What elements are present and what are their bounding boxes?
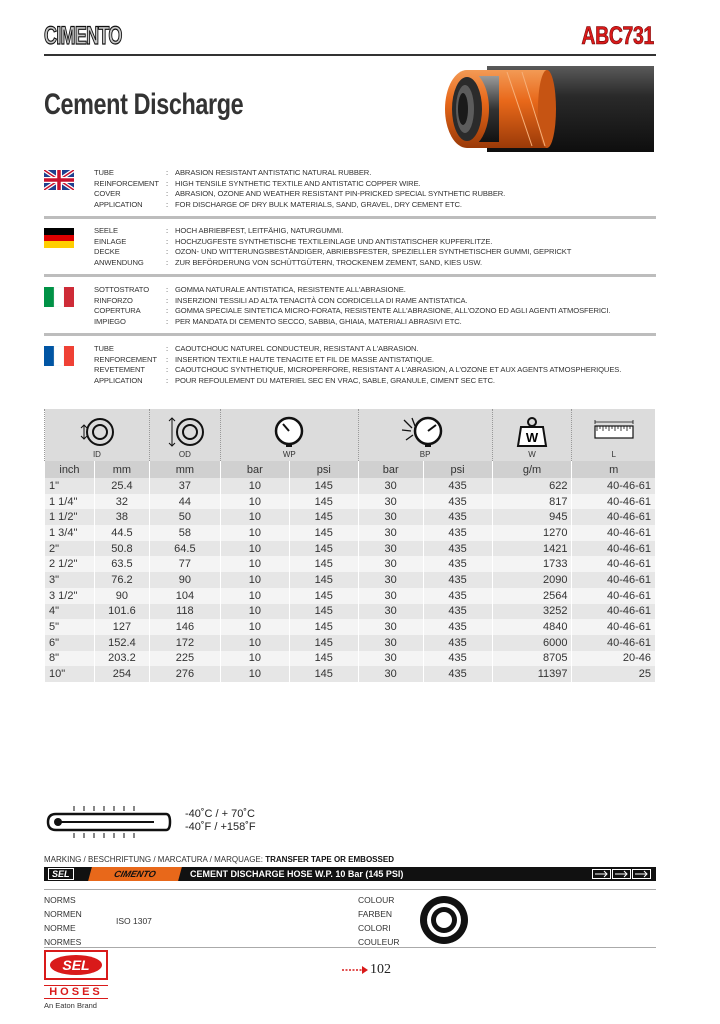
bp-header: BP xyxy=(358,409,492,461)
table-cell: 817 xyxy=(492,494,572,510)
unit-cell: psi xyxy=(289,461,358,478)
temperature-range xyxy=(185,808,256,834)
table-cell: 37 xyxy=(149,478,220,494)
table-cell: 30 xyxy=(358,572,423,588)
table-row xyxy=(45,619,656,635)
table-cell: 945 xyxy=(492,509,572,525)
arrow-strip-icon xyxy=(592,869,652,879)
table-row xyxy=(45,556,656,572)
thermometer-icon xyxy=(44,806,174,838)
weight-icon xyxy=(514,416,550,448)
section-divider xyxy=(44,274,656,277)
table-row xyxy=(45,509,656,525)
table-cell: 30 xyxy=(358,604,423,620)
table-cell: 8705 xyxy=(492,651,572,667)
table-cell: 40-46-61 xyxy=(572,619,655,635)
table-cell: 10" xyxy=(45,666,95,682)
table-cell: 40-46-61 xyxy=(572,509,655,525)
table-cell: 10 xyxy=(220,478,289,494)
table-cell: 10 xyxy=(220,525,289,541)
table-row xyxy=(45,478,656,494)
table-cell: 30 xyxy=(358,525,423,541)
table-cell: 40-46-61 xyxy=(572,478,655,494)
table-cell: 152.4 xyxy=(94,635,149,651)
unit-cell: g/m xyxy=(492,461,572,478)
table-cell: 3 1/2" xyxy=(45,588,95,604)
table-cell: 101.6 xyxy=(94,604,149,620)
norms-labels: NORMS NORMEN NORME NORMES xyxy=(44,895,82,947)
temperature-celsius: -40˚C / + 70˚C xyxy=(185,808,255,820)
table-row xyxy=(45,494,656,510)
table-row xyxy=(45,651,656,667)
table-cell: 145 xyxy=(289,541,358,557)
table-cell: 1" xyxy=(45,478,95,494)
table-cell: 1421 xyxy=(492,541,572,557)
table-row xyxy=(45,635,656,651)
lang-block-italian: SOTTOSTRATO : GOMMA NATURALE ANTISTATICA, RESISTENTE ALL'ABRASIONE. RINFORZO : INSERZIONI TESSILI AD ALTA TENACITÀ CON CORDICELLA DI RAME ANTISTATICA. COPERTURA : GOMMA SPECIALE SINTETICA MICRO-FORATA, RESISTENTE ALL'ABRASIONE, ALL'OZONO ED AGLI AGENTI ATMOSFERICI. IMPIEGO : PER MANDATA DI CEMENTO SECCO, SABBIA, GHIAIA, MATERIALI ABRASIVI ETC. xyxy=(44,285,656,327)
unit-cell: mm xyxy=(149,461,220,478)
brand-name: CIMENTO xyxy=(44,22,122,50)
table-cell: 145 xyxy=(289,494,358,510)
section-divider xyxy=(44,333,656,336)
table-cell: 145 xyxy=(289,651,358,667)
table-cell: 2" xyxy=(45,541,95,557)
table-cell: 1 1/2" xyxy=(45,509,95,525)
weight-header: W W xyxy=(492,409,572,461)
table-cell: 145 xyxy=(289,666,358,682)
table-cell: 44 xyxy=(149,494,220,510)
table-cell: 30 xyxy=(358,478,423,494)
table-cell: 8" xyxy=(45,651,95,667)
table-cell: 5" xyxy=(45,619,95,635)
table-cell: 127 xyxy=(94,619,149,635)
table-cell: 20-46 xyxy=(572,651,655,667)
tagline: An Eaton Brand xyxy=(44,1001,97,1010)
page-number: 102 xyxy=(340,962,391,978)
table-cell: 435 xyxy=(423,666,492,682)
table-cell: 4840 xyxy=(492,619,572,635)
table-cell: 10 xyxy=(220,588,289,604)
table-cell: 145 xyxy=(289,478,358,494)
table-cell: 3252 xyxy=(492,604,572,620)
table-cell: 435 xyxy=(423,572,492,588)
unit-cell: bar xyxy=(220,461,289,478)
table-cell: 225 xyxy=(149,651,220,667)
table-cell: 90 xyxy=(94,588,149,604)
table-cell: 2090 xyxy=(492,572,572,588)
table-cell: 435 xyxy=(423,556,492,572)
table-cell: 50.8 xyxy=(94,541,149,557)
table-cell: 50 xyxy=(149,509,220,525)
table-cell: 435 xyxy=(423,588,492,604)
icon-row xyxy=(45,409,656,461)
table-cell: 30 xyxy=(358,494,423,510)
table-cell: 1 1/4" xyxy=(45,494,95,510)
table-cell: 40-46-61 xyxy=(572,572,655,588)
table-cell: 40-46-61 xyxy=(572,541,655,557)
table-cell: 2 1/2" xyxy=(45,556,95,572)
table-cell: 145 xyxy=(289,635,358,651)
table-cell: 40-46-61 xyxy=(572,556,655,572)
table-cell: 32 xyxy=(94,494,149,510)
table-cell: 145 xyxy=(289,588,358,604)
table-cell: 10 xyxy=(220,494,289,510)
table-cell: 145 xyxy=(289,509,358,525)
table-cell: 30 xyxy=(358,635,423,651)
table-cell: 254 xyxy=(94,666,149,682)
table-cell: 6" xyxy=(45,635,95,651)
table-cell: 30 xyxy=(358,541,423,557)
page-title: Cement Discharge xyxy=(44,88,244,121)
table-cell: 145 xyxy=(289,525,358,541)
table-row xyxy=(45,541,656,557)
table-cell: 25.4 xyxy=(94,478,149,494)
table-cell: 30 xyxy=(358,651,423,667)
norms-section xyxy=(44,889,656,948)
table-cell: 30 xyxy=(358,556,423,572)
svg-text:SEL: SEL xyxy=(62,957,90,973)
table-cell: 118 xyxy=(149,604,220,620)
unit-cell: inch xyxy=(45,461,95,478)
outer-diameter-icon xyxy=(160,416,210,448)
spec-table xyxy=(44,409,655,682)
table-cell: 10 xyxy=(220,604,289,620)
table-cell: 40-46-61 xyxy=(572,588,655,604)
table-cell: 276 xyxy=(149,666,220,682)
table-cell: 104 xyxy=(149,588,220,604)
table-cell: 145 xyxy=(289,572,358,588)
od-header: OD xyxy=(149,409,220,461)
italy-flag-icon xyxy=(44,287,74,307)
table-cell: 25 xyxy=(572,666,655,682)
table-cell: 30 xyxy=(358,666,423,682)
table-row xyxy=(45,588,656,604)
unit-cell: psi xyxy=(423,461,492,478)
marking-text: CEMENT DISCHARGE HOSE W.P. 10 Bar (145 PSI) xyxy=(190,869,404,879)
marking-bar xyxy=(44,867,656,881)
table-cell: 11397 xyxy=(492,666,572,682)
id-header: ID xyxy=(45,409,150,461)
table-cell: 77 xyxy=(149,556,220,572)
units-row xyxy=(45,461,656,478)
table-cell: 64.5 xyxy=(149,541,220,557)
table-cell: 10 xyxy=(220,651,289,667)
table-row xyxy=(45,666,656,682)
colour-swatch-icon xyxy=(418,894,470,946)
burst-pressure-gauge-icon xyxy=(400,416,450,448)
sel-hoses-logo xyxy=(44,950,108,1010)
table-cell: 40-46-61 xyxy=(572,494,655,510)
germany-flag-icon xyxy=(44,228,74,248)
table-cell: 76.2 xyxy=(94,572,149,588)
table-cell: 90 xyxy=(149,572,220,588)
table-cell: 435 xyxy=(423,651,492,667)
marking-line: MARKING / BESCHRIFTUNG / MARCATURA / MARQUAGE: TRANSFER TAPE OR EMBOSSED xyxy=(44,855,394,864)
table-cell: 622 xyxy=(492,478,572,494)
sel-logo-icon xyxy=(44,950,108,980)
colour-labels: COLOUR FARBEN COLORI COULEUR xyxy=(358,895,400,947)
table-cell: 10 xyxy=(220,572,289,588)
table-cell: 435 xyxy=(423,635,492,651)
table-cell: 1 3/4" xyxy=(45,525,95,541)
lang-block-french: TUBE : CAOUTCHOUC NATUREL CONDUCTEUR, RESISTANT A L'ABRASION. RENFORCEMENT : INSERTION TEXTILE HAUTE TENACITE ET FIL DE MASSE ANTISTATIQUE. REVETEMENT : CAOUTCHOUC SYNTHETIQUE, MICROPERFORE, RESISTANT A L'ABRASION, A L'OZONE ET AUX AGENTS ATMOSPHERIQUES. APPLICATION : POUR REFOULEMENT DU MATERIEL SEC EN VRAC, SABLE, GRANULE, CIMENT SEC ETC. xyxy=(44,344,656,386)
table-cell: 435 xyxy=(423,525,492,541)
table-cell: 435 xyxy=(423,494,492,510)
lang-block-english: TUBE : ABRASION RESISTANT ANTISTATIC NATURAL RUBBER. REINFORCEMENT : HIGH TENSILE SYNTHETIC TEXTILE AND ANTISTATIC COPPER WIRE. COVER : ABRASION, OZONE AND WEATHER RESISTANT PIN-PRICKED SPECIAL SYNTHETIC RUBBER. APPLICATION : FOR DISCHARGE OF DRY BULK MATERIALS, SAND, GRAVEL, DRY CEMENT ETC. xyxy=(44,168,656,210)
table-cell: 10 xyxy=(220,635,289,651)
table-cell: 435 xyxy=(423,604,492,620)
product-code: ABC731 xyxy=(581,22,654,50)
table-cell: 145 xyxy=(289,604,358,620)
hoses-wordmark: HOSES xyxy=(44,985,108,999)
arrow-right-icon xyxy=(340,965,370,975)
temperature-fahrenheit: -40˚F / +158˚F xyxy=(185,821,256,833)
table-cell: 203.2 xyxy=(94,651,149,667)
table-cell: 30 xyxy=(358,509,423,525)
header-rule xyxy=(44,54,656,56)
unit-cell: bar xyxy=(358,461,423,478)
table-row xyxy=(45,572,656,588)
table-cell: 58 xyxy=(149,525,220,541)
norms-value: ISO 1307 xyxy=(116,916,152,926)
table-cell: 30 xyxy=(358,588,423,604)
table-cell: 1733 xyxy=(492,556,572,572)
table-cell: 10 xyxy=(220,556,289,572)
france-flag-icon xyxy=(44,346,74,366)
marking-logo: SEL xyxy=(48,868,74,880)
section-divider xyxy=(44,216,656,219)
length-ruler-icon xyxy=(589,416,639,448)
table-cell: 435 xyxy=(423,509,492,525)
hose-cutaway-image xyxy=(437,62,654,156)
length-header: L xyxy=(572,409,655,461)
table-cell: 40-46-61 xyxy=(572,525,655,541)
table-cell: 435 xyxy=(423,478,492,494)
table-row xyxy=(45,604,656,620)
table-cell: 3" xyxy=(45,572,95,588)
table-cell: 10 xyxy=(220,666,289,682)
marking-brand: CIMENTO xyxy=(88,867,182,881)
table-cell: 172 xyxy=(149,635,220,651)
table-cell: 435 xyxy=(423,619,492,635)
table-cell: 63.5 xyxy=(94,556,149,572)
table-cell: 10 xyxy=(220,619,289,635)
table-cell: 1270 xyxy=(492,525,572,541)
table-cell: 435 xyxy=(423,541,492,557)
table-cell: 145 xyxy=(289,619,358,635)
table-cell: 30 xyxy=(358,619,423,635)
uk-flag-icon xyxy=(44,170,74,190)
table-cell: 40-46-61 xyxy=(572,604,655,620)
unit-cell: mm xyxy=(94,461,149,478)
table-cell: 10 xyxy=(220,509,289,525)
table-cell: 146 xyxy=(149,619,220,635)
table-cell: 44.5 xyxy=(94,525,149,541)
table-cell: 2564 xyxy=(492,588,572,604)
svg-text:W: W xyxy=(525,430,539,445)
wp-header: WP xyxy=(220,409,358,461)
lang-block-german: SEELE : HOCH ABRIEBFEST, LEITFÄHIG, NATURGUMMI. EINLAGE : HOCHZUGFESTE SYNTHETISCHE TEXTILEINLAGE UND ANTISTATISCHER KUPFERLITZE. DECKE : OZON- UND WITTERUNGSBESTÄNDIGER, ABRIEBSFESTER, SPEZIELLER SYNTHETISCHER GUMMI, GEPRICKT ANWENDUNG : ZUR BEFÖRDERUNG VON SCHÜTTGÜTERN, TROCKENEM ZEMENT, SAND, KIES USW. xyxy=(44,226,656,268)
inner-diameter-icon xyxy=(72,416,122,448)
table-cell: 40-46-61 xyxy=(572,635,655,651)
table-cell: 145 xyxy=(289,556,358,572)
table-cell: 38 xyxy=(94,509,149,525)
table-cell: 4" xyxy=(45,604,95,620)
table-cell: 10 xyxy=(220,541,289,557)
working-pressure-gauge-icon xyxy=(269,416,309,448)
unit-cell: m xyxy=(572,461,655,478)
table-row xyxy=(45,525,656,541)
table-cell: 6000 xyxy=(492,635,572,651)
